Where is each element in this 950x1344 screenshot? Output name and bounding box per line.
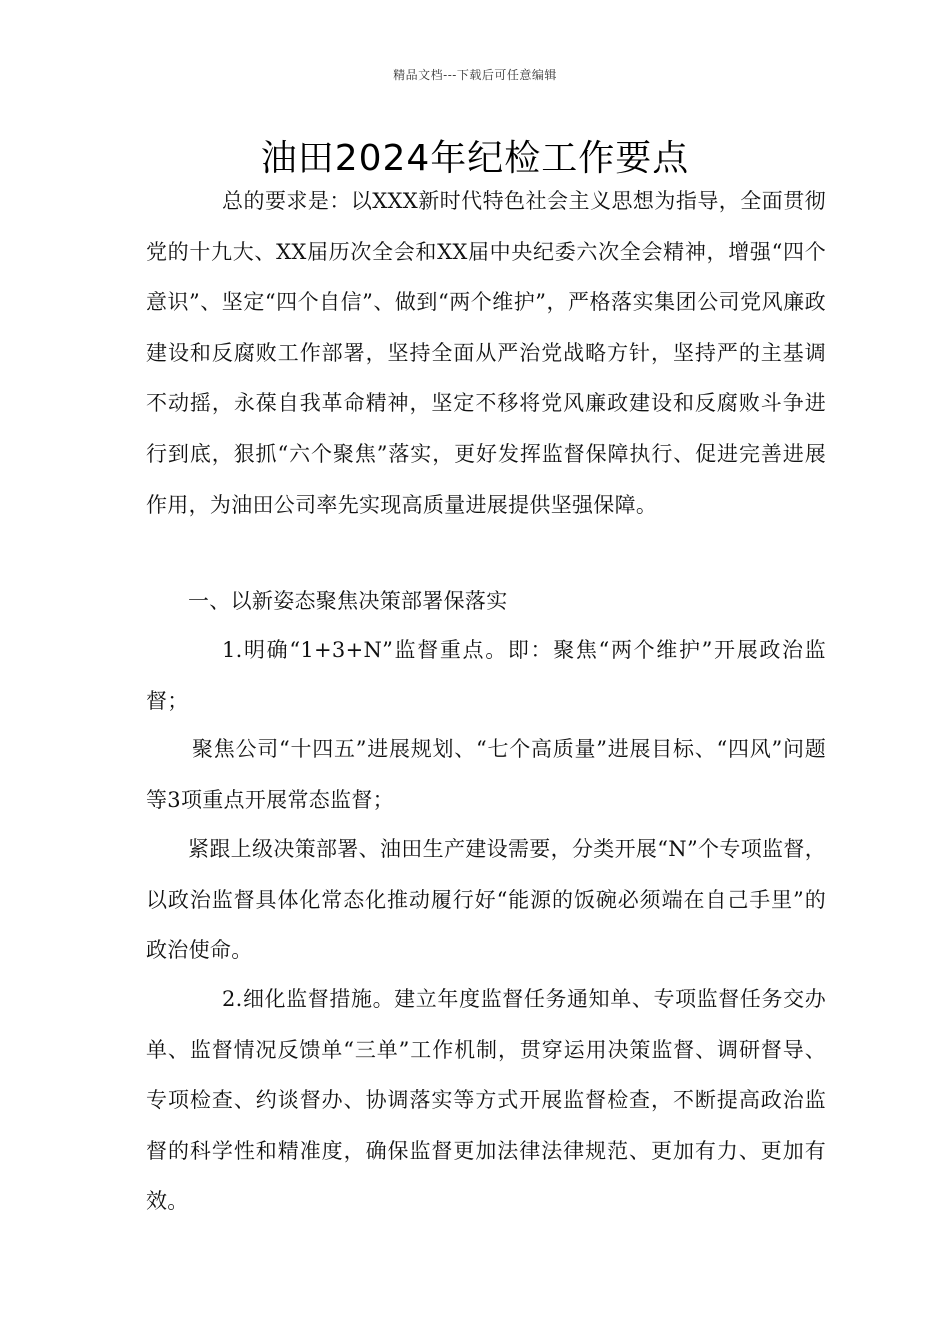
document-title: 油田2024年纪检工作要点 bbox=[260, 138, 690, 179]
paragraph-item-1: 1.明确“1+3+N”监督重点。即：聚焦“两个维护”开展政治监督； bbox=[146, 638, 826, 713]
section-heading-1: 一、以新姿态聚焦决策部署保落实 bbox=[188, 589, 508, 613]
paragraph-focus-supervision: 聚焦公司“十四五”进展规划、“七个高质量”进展目标、“四风”问题等3项重点开展常态监督； bbox=[146, 737, 826, 812]
paragraph-follow-decisions: 紧跟上级决策部署、油田生产建设需要，分类开展“N”个专项监督，以政治监督具体化常态化推动履行好“能源的饭碗必须端在自己手里”的政治使命。 bbox=[146, 837, 826, 963]
header-note: 精品文档---下载后可任意编辑 bbox=[393, 68, 557, 82]
paragraph-general-requirements: 总的要求是：以XXX新时代特色社会主义思想为指导，全面贯彻党的十九大、XX届历次全会和XX届中央纪委六次全会精神，增强“四个意识”、坚定“四个自信”、做到“两个维护”，严格落实集团公司党风廉政建设和反腐败工作部署，坚持全面从严治党战略方针，坚持严的主基调不动摇，永葆自我革命精神，坚定不移将党风廉政建设和反腐败斗争进行到底，狠抓“六个聚焦”落实，更好发挥监督保障执行、促进完善进展作用，为油田公司率先实现高质量进展提供坚强保障。 bbox=[146, 189, 826, 517]
paragraph-item-2: 2.细化监督措施。建立年度监督任务通知单、专项监督任务交办单、监督情况反馈单“三单”工作机制，贯穿运用决策监督、调研督导、专项检查、约谈督办、协调落实等方式开展监督检查，不断提高政治监督的科学性和精准度，确保监督更加法律法律规范、更加有力、更加有效。 bbox=[146, 987, 826, 1214]
